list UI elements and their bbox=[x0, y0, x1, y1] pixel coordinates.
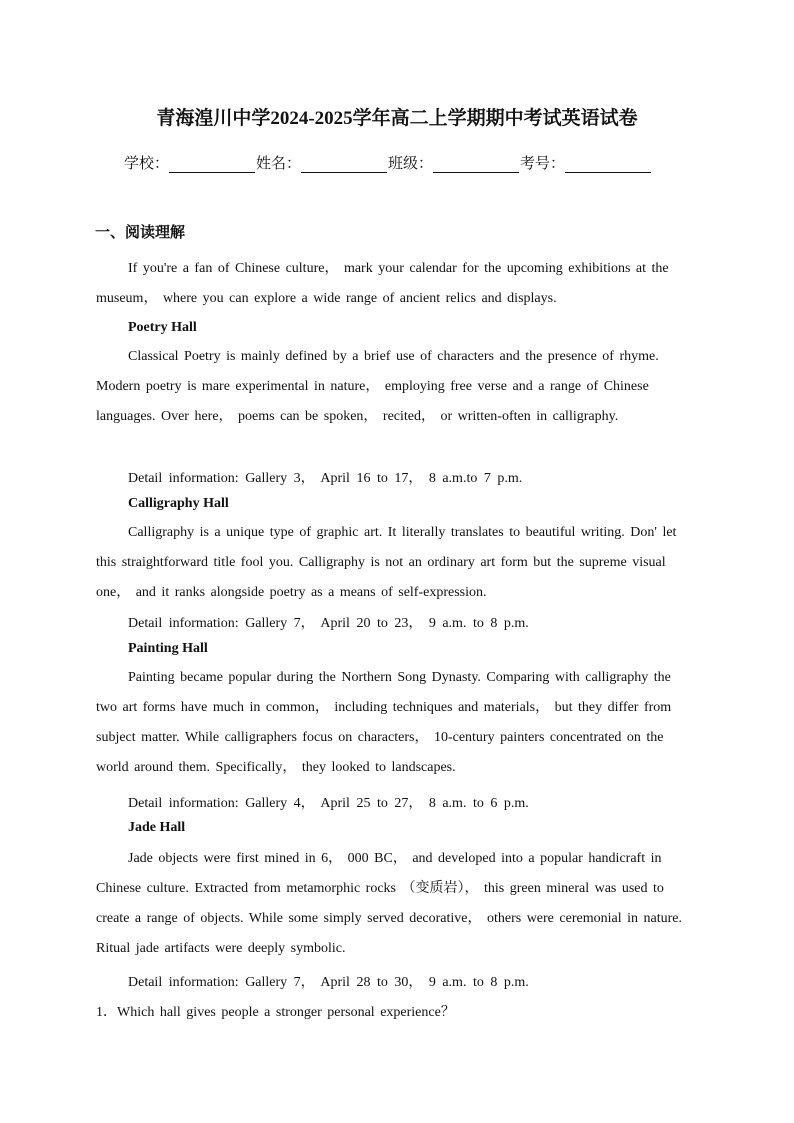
school-field bbox=[124, 152, 256, 173]
question-1: 1．Which hall gives people a stronger personal experience？ bbox=[96, 1005, 455, 1020]
student-info-line bbox=[124, 152, 652, 173]
passage-intro: If you're a fan of Chinese culture， mark your calendar for the upcoming exhibitions at the museum， where you can explore a wide range of ancient relics and displays. bbox=[96, 261, 669, 306]
section-heading: 一、阅读理解 bbox=[95, 225, 186, 241]
hall-text-poetry: Classical Poetry is mainly defined by a brief use of characters and the presence of rhyme. Modern poetry is mare experimental in nature， employing free verse and a range of Chinese languages. Over here， poems can be spoken， recited， or written-often in calligraphy. bbox=[96, 349, 659, 424]
hall-detail-calligraphy: Detail information: Gallery 7， April 20 to 23， 9 a.m. to 8 p.m. bbox=[128, 616, 529, 631]
name-field bbox=[256, 152, 388, 173]
hall-detail-jade: Detail information: Gallery 7， April 28 to 30， 9 a.m. to 8 p.m. bbox=[128, 975, 529, 990]
class-label: 班级： bbox=[388, 156, 434, 172]
name-label: 姓名： bbox=[256, 156, 302, 172]
exam-number-field bbox=[520, 152, 652, 173]
name-blank bbox=[301, 158, 387, 173]
school-label: 学校： bbox=[124, 156, 170, 172]
hall-title-calligraphy: Calligraphy Hall bbox=[128, 496, 229, 511]
hall-detail-poetry: Detail information: Gallery 3， April 16 to 17， 8 a.m.to 7 p.m. bbox=[128, 471, 523, 486]
hall-title-jade: Jade Hall bbox=[128, 820, 186, 835]
exam-number-blank bbox=[565, 158, 651, 173]
exam-title: 青海湟川中学2024-2025学年高二上学期期中考试英语试卷 bbox=[156, 108, 638, 129]
hall-text-painting: Painting became popular during the Northern Song Dynasty. Comparing with calligraphy the two art forms have much in common， including techniques and materials， but they differ from subject matter. While calligraphers focus on characters， 10-century painters concentrated on the world around them. Specifically， they looked to landscapes. bbox=[96, 670, 672, 775]
hall-title-poetry: Poetry Hall bbox=[128, 320, 197, 335]
hall-text-calligraphy: Calligraphy is a unique type of graphic art. It literally translates to beautiful writing. Don' let this straightforward title fool you. Calligraphy is not an ordinary art form but the supreme visual one， and it ranks alongside poetry as a means of self-expression. bbox=[96, 525, 677, 600]
exam-number-label: 考号： bbox=[520, 156, 566, 172]
class-blank bbox=[433, 158, 519, 173]
school-blank bbox=[169, 158, 255, 173]
hall-text-jade: Jade objects were first mined in 6， 000 BC， and developed into a popular handicraft in Chinese culture. Extracted from metamorphic rocks （变质岩）， this green mineral was used to create a range of objects. While some simply served decorative， others were ceremonial in nature. Ritual jade artifacts were deeply symbolic. bbox=[96, 851, 682, 956]
hall-detail-painting: Detail information: Gallery 4， April 25 to 27， 8 a.m. to 6 p.m. bbox=[128, 796, 529, 811]
class-field bbox=[388, 152, 520, 173]
hall-title-painting: Painting Hall bbox=[128, 641, 208, 656]
